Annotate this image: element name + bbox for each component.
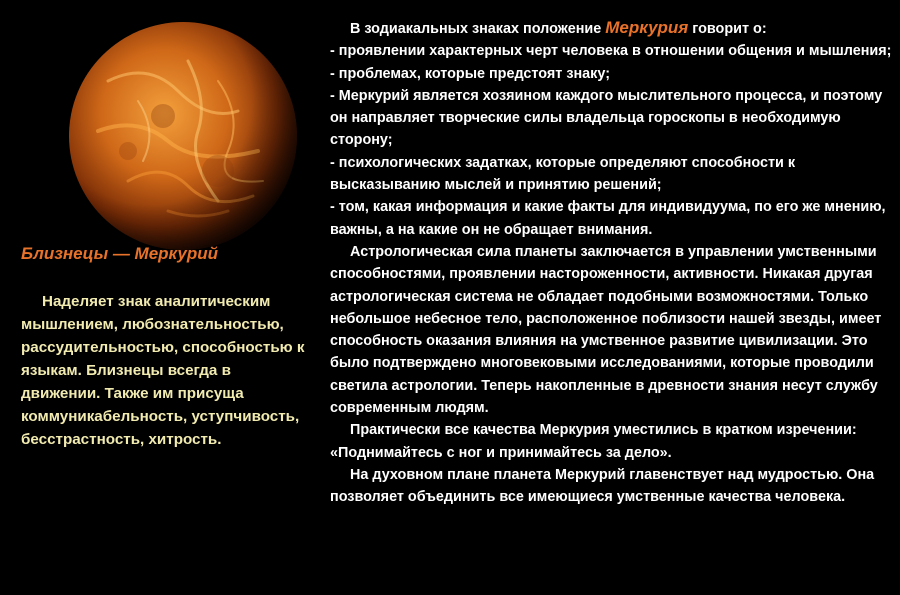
side-title: Близнецы — Меркурий <box>21 244 218 263</box>
paragraph: Астрологическая сила планеты заключается в управлении умственными способностями, проявлении настороженности, активности. Никакая другая астрологическая система не обладает подобными возможностями. Только небольшое небесное тело, расположенное поблизости нашей звезды, имеет способность оказания влияния на умственное развитие цивилизации. Это было подтверждено многовековыми исследованиями, которые проводили светила астрологии. Теперь накопленные в древности знания несут службу современным людям. <box>330 243 882 417</box>
bullet-item: - том, какая информация и какие факты для индивидуума, по его же мнению, важны, а на какие он не обращает внимания. <box>330 199 886 238</box>
intro-before: В зодиакальных знаках положение <box>350 21 606 37</box>
side-description: Наделяет знак аналитическим мышлением, любознательностью, рассудительностью, способностью к языкам. Близнецы всегда в движении. Также им присуща коммуникабельность, уступчивость, бесстрастность, хитрость. <box>21 293 305 448</box>
intro-after: говорит о: <box>688 21 767 37</box>
intro-accent: Меркурия <box>605 18 689 37</box>
paragraph: Практически все качества Меркурия уместились в кратком изречении: «Поднимайтесь с ног и принимайтесь за дело». <box>330 422 857 461</box>
main-article <box>330 17 892 509</box>
bullet-item: - проявлении характерных черт человека в отношении общения и мышления; <box>330 43 892 60</box>
bullet-item: - Меркурий является хозяином каждого мыслительного процесса, и поэтому он направляет творческие силы владельца гороскопы в необходимую сторону; <box>330 87 883 149</box>
bullet-item: - психологических задатках, которые определяют способности к высказыванию мыслей и принятию решений; <box>330 154 796 194</box>
bullet-item: - проблемах, которые предстоят знаку; <box>330 65 610 82</box>
mercury-planet-image <box>68 21 298 251</box>
paragraph: На духовном плане планета Меркурий главенствует над мудростью. Она позволяет объединить все имеющиеся умственные качества человека. <box>330 466 875 506</box>
intro-line <box>330 17 892 40</box>
